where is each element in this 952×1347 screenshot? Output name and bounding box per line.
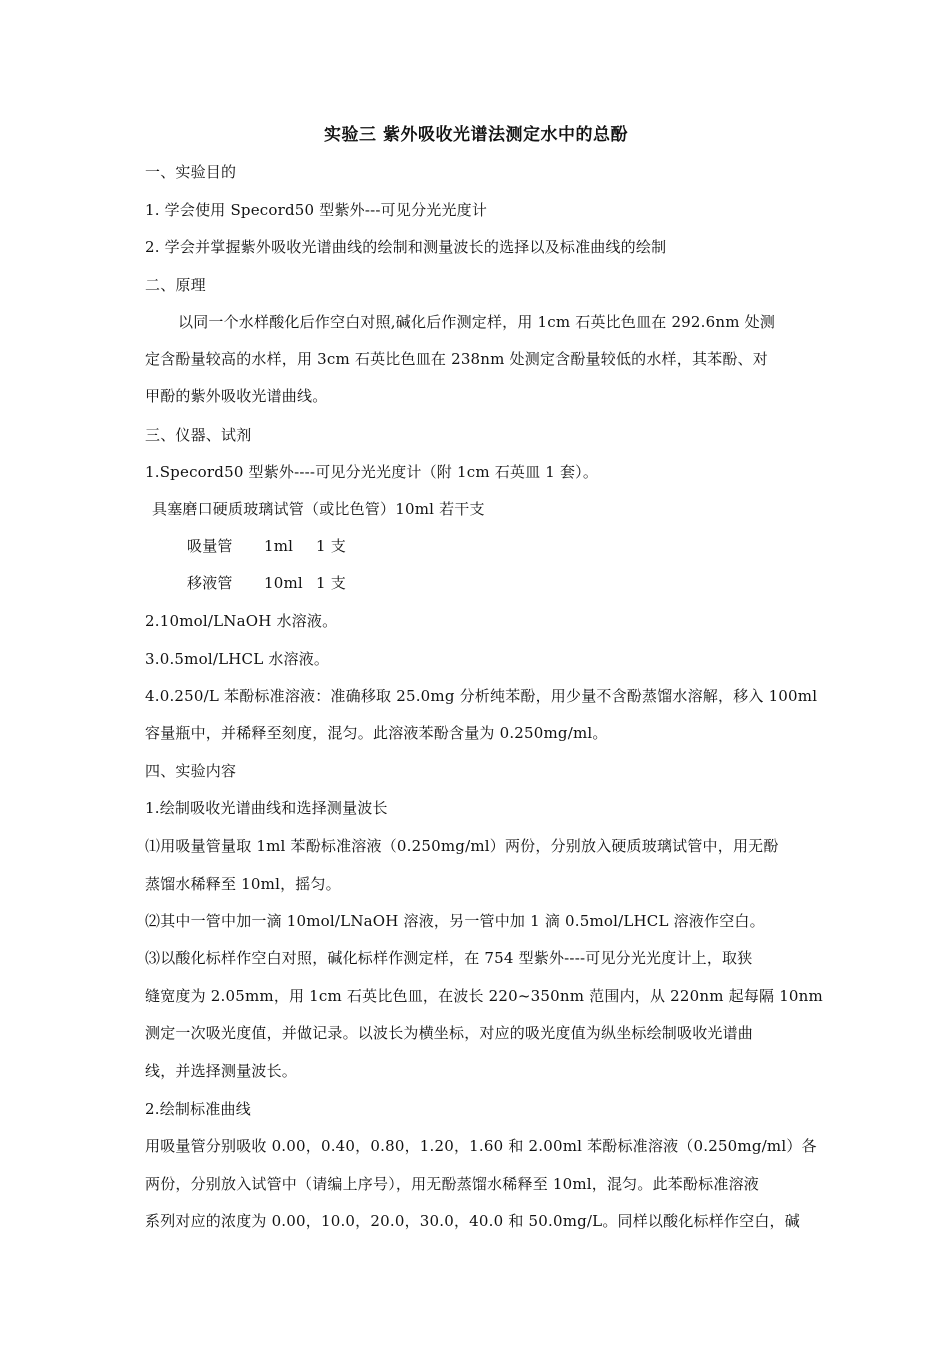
step-1-line-1: ⑴用吸量管量取 1ml 苯酚标准溶液（0.250mg/ml）两份，分别放入硬质玻璃试管中，用无酚: [145, 837, 779, 855]
reagent-item-2: 2.10mol/LNaOH 水溶液。: [145, 612, 338, 630]
section-heading-purpose: 一、实验目的: [145, 163, 237, 181]
standard-curve-line-1: 用吸量管分别吸收 0.00，0.40，0.80，1.20，1.60 和 2.00ml 苯酚标准溶液（0.250mg/ml）各: [145, 1137, 817, 1155]
principle-line-1: 以同一个水样酸化后作空白对照,碱化后作测定样，用 1cm 石英比色皿在 292.6nm 处测: [178, 313, 776, 331]
content-subheading-2: 2.绘制标准曲线: [145, 1100, 251, 1118]
instrument-count: 1 支: [316, 574, 346, 592]
instrument-name: 移液管: [187, 574, 233, 592]
step-1-line-2: 蒸馏水稀释至 10ml，摇匀。: [145, 875, 341, 893]
section-heading-instruments: 三、仪器、试剂: [145, 426, 252, 444]
instrument-count: 1 支: [316, 537, 346, 555]
principle-line-3: 甲酚的紫外吸收光谱曲线。: [145, 387, 328, 405]
instrument-name: 吸量管: [187, 537, 233, 555]
reagent-item-3: 3.0.5mol/LHCL 水溶液。: [145, 650, 330, 668]
instrument-row-transfer-pipette: [187, 573, 857, 593]
step-3-line-3: 测定一次吸光度值，并做记录。以波长为横坐标，对应的吸光度值为纵坐标绘制吸收光谱曲: [145, 1024, 754, 1042]
document-title: 实验三 紫外吸收光谱法测定水中的总酚: [324, 125, 628, 145]
content-subheading-1: 1.绘制吸收光谱曲线和选择测量波长: [145, 799, 388, 817]
standard-curve-line-2: 两份，分别放入试管中（请编上序号），用无酚蒸馏水稀释至 10ml，混匀。此苯酚标准溶液: [145, 1175, 759, 1193]
purpose-item-1: 1. 学会使用 Specord50 型紫外---可见分光光度计: [145, 201, 488, 219]
step-3-line-2: 缝宽度为 2.05mm，用 1cm 石英比色皿，在波长 220~350nm 范围内，从 220nm 起每隔 10nm: [145, 987, 823, 1005]
step-2: ⑵其中一管中加一滴 10mol/LNaOH 溶液，另一管中加 1 滴 0.5mol/LHCL 溶液作空白。: [145, 912, 765, 930]
step-3-line-4: 线，并选择测量波长。: [145, 1062, 298, 1080]
standard-curve-line-3: 系列对应的浓度为 0.00，10.0，20.0，30.0，40.0 和 50.0mg/L。同样以酸化标样作空白，碱: [145, 1212, 800, 1230]
instrument-item-1: 1.Specord50 型紫外----可见分光光度计（附 1cm 石英皿 1 套）。: [145, 463, 599, 481]
instrument-item-test-tubes: 具塞磨口硬质玻璃试管（或比色管）10ml 若干支: [152, 500, 485, 518]
reagent-item-4-line-1: 4.0.250/L 苯酚标准溶液：准确移取 25.0mg 分析纯苯酚，用少量不含酚蒸馏水溶解，移入 100ml: [145, 687, 818, 705]
instrument-row-pipette: [187, 536, 857, 556]
purpose-item-2: 2. 学会并掌握紫外吸收光谱曲线的绘制和测量波长的选择以及标准曲线的绘制: [145, 238, 667, 256]
step-3-line-1: ⑶以酸化标样作空白对照，碱化标样作测定样，在 754 型紫外----可见分光光度计上，取狭: [145, 949, 753, 967]
reagent-item-4-line-2: 容量瓶中，并稀释至刻度，混匀。此溶液苯酚含量为 0.250mg/ml。: [145, 724, 608, 742]
section-heading-principle: 二、原理: [145, 276, 206, 294]
section-heading-content: 四、实验内容: [145, 762, 237, 780]
instrument-volume: 10ml: [264, 574, 303, 592]
principle-line-2: 定含酚量较高的水样，用 3cm 石英比色皿在 238nm 处测定含酚量较低的水样，其苯酚、对: [145, 350, 768, 368]
instrument-volume: 1ml: [264, 537, 294, 555]
